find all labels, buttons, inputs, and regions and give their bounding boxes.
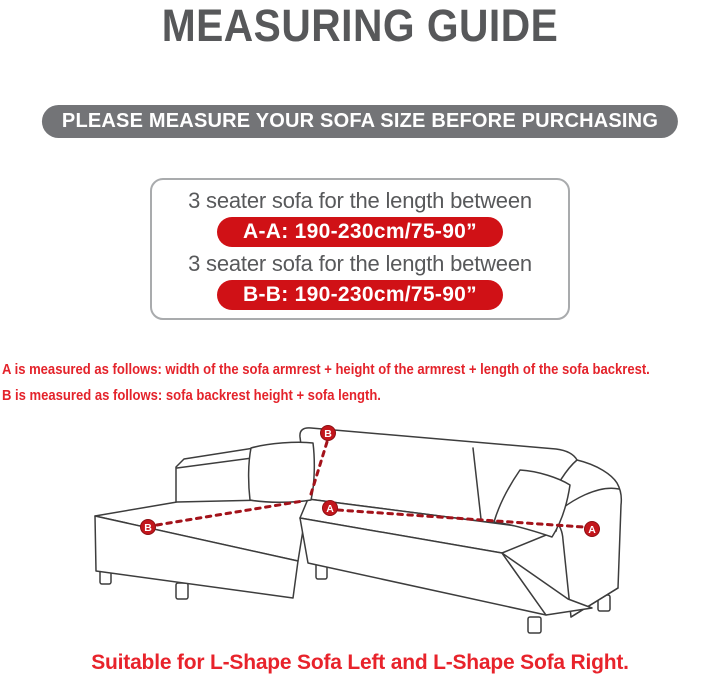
note-b: B is measured as follows: sofa backrest height + sofa length.: [2, 388, 381, 404]
marker-a-right: [585, 522, 600, 537]
measure-warning-banner: PLEASE MEASURE YOUR SOFA SIZE BEFORE PURCHASING: [42, 105, 678, 138]
sofa-illustration-svg: [0, 415, 720, 651]
pillow-left: [249, 442, 315, 502]
svg-text:B: B: [324, 428, 332, 440]
measure-notes: [2, 357, 718, 409]
marker-b-top: [321, 426, 336, 441]
marker-b-left: [141, 520, 156, 535]
svg-text:A: A: [326, 503, 334, 515]
size-badge-aa: A-A: 190-230cm/75-90”: [217, 217, 503, 247]
marker-a-center: [323, 501, 338, 516]
size-row-label: 3 seater sofa for the length between: [188, 187, 532, 213]
note-a: A is measured as follows: width of the sofa armrest + height of the armrest + length of the sofa backrest.: [2, 362, 650, 378]
size-row-label: 3 seater sofa for the length between: [188, 250, 532, 276]
svg-text:A: A: [588, 524, 596, 536]
sofa-diagram: [0, 415, 720, 651]
svg-text:B: B: [144, 522, 152, 534]
suitability-note: Suitable for L-Shape Sofa Left and L-Shape Sofa Right.: [91, 651, 629, 674]
chaise-section: [95, 499, 308, 598]
size-badge-bb: B-B: 190-230cm/75-90”: [217, 280, 503, 310]
page-title: MEASURING GUIDE: [161, 0, 559, 51]
size-info-box: [150, 178, 570, 320]
